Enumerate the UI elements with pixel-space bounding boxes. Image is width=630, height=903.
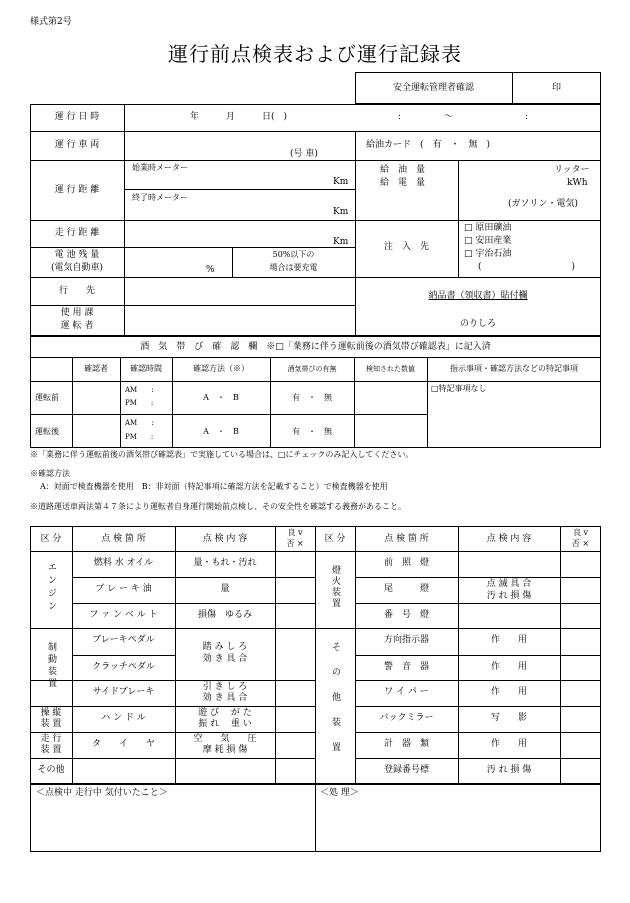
notes-left-label: ＜点検中 走行中 気付いたこと＞ (36, 788, 168, 798)
run-distance-label: 走 行 距 離 (54, 228, 100, 238)
before-pm[interactable]: PM : (125, 399, 154, 407)
col-detected-value: 検知された数値 (366, 365, 415, 373)
engine-item-fluids: 燃料 水 オイル (93, 558, 154, 568)
misc-item-gauges: 計 器 類 (383, 739, 429, 749)
engine-item-brake-fluid: ブ レ ー キ 油 (95, 584, 152, 594)
misc-check-turn-signal: 作 用 (490, 635, 527, 645)
page-title: 運行前点検表および運行記録表 (168, 42, 462, 66)
receipt-label: 納品書（領収書）貼付欄 (428, 291, 528, 301)
method-desc: A：対面で検査機器を使用 B：非対面（特記事項に確認方法を記載すること）で検査機器を使用 (40, 482, 388, 491)
running-label-2: 装 置 (40, 745, 62, 755)
engine-check-brake-fluid: 量 (220, 584, 230, 594)
note-checkbox-instruction: ※「業務に伴う運転前後の酒気帯び確認表」で実施している場合は、□にチェックのみ記入してください。 (30, 450, 414, 459)
header-content-left: 点 検 内 容 (202, 534, 248, 544)
misc-item-plate: 登録番号標 (383, 765, 429, 775)
steering-label: 操 縦 (40, 708, 62, 718)
other-label: その他 (37, 765, 65, 775)
header-good-right: 良 v (572, 528, 589, 537)
tire-check-pressure: 空 気 圧 (193, 734, 257, 744)
engine-label: エンジン (46, 562, 56, 614)
fuel-card[interactable]: 給油カード ( 有 ・ 無 ) (366, 140, 491, 150)
vehicle-number[interactable]: (号 車) (290, 149, 318, 159)
side-brake-check-effect: 効 き 具 合 (202, 693, 248, 703)
side-brake-check-travel: 引 き し ろ (202, 682, 248, 692)
header-good-left: 良 v (287, 528, 303, 537)
brake-system-label: 制動装置 (46, 642, 56, 690)
header-category-left: 区 分 (40, 534, 62, 544)
before-drive-label: 運転前 (35, 393, 59, 402)
distance-label: 運 行 距 離 (54, 185, 100, 195)
vehicle-label: 運 行 車 両 (54, 140, 100, 150)
engine-check-fanbelt: 損傷 ゆるみ (197, 610, 252, 620)
light-item-tail: 尾 燈 (383, 584, 429, 594)
col-remarks: 指示事項・確認方法などの特記事項 (450, 364, 578, 373)
time-tilde: 〜 (444, 112, 454, 122)
manager-confirm-label: 安全運転管理者確認 (392, 83, 474, 93)
user-label: 使 用 課 (60, 308, 94, 318)
light-item-plate: 番 号 燈 (383, 610, 429, 620)
misc-item-turn-signal: 方向指示器 (383, 635, 429, 645)
kwh-unit: kWh (567, 178, 588, 188)
header-content-right: 点 検 内 容 (486, 534, 532, 544)
end-meter-label: 終了時メーター (132, 193, 188, 202)
after-method[interactable]: A ・ B (203, 427, 239, 436)
form-number: 様式第2号 (30, 17, 72, 27)
before-presence[interactable]: 有 ・ 無 (292, 393, 332, 402)
supplier-2[interactable]: □ 安田産業 (464, 236, 512, 246)
misc-check-plate: 汚 れ 損 傷 (486, 765, 532, 775)
brake-item-pedal: ブレーキペダル (92, 635, 155, 645)
misc-check-mirror: 写 影 (490, 713, 527, 723)
brake-check-travel: 踏 み し ろ (202, 642, 248, 652)
before-am[interactable]: AM : (125, 386, 154, 394)
misc-item-horn: 警 音 器 (383, 662, 429, 672)
after-am[interactable]: AM : (125, 419, 154, 427)
time-end-sep[interactable]: : (525, 112, 529, 122)
law-note: ※道路運送車両法第４７条により運転者自身運行開始前点検し、その安全性を確認する義務があること。 (30, 502, 406, 511)
col-checker: 確認者 (84, 364, 108, 373)
margin-label: のりしろ (459, 319, 496, 329)
battery-note-1: 50%以下の (272, 250, 315, 259)
misc-item-wiper: ワ イ パ ー (384, 687, 429, 697)
battery-label-ev: (電気自動車) (50, 263, 104, 273)
running-label: 走 行 (40, 734, 62, 744)
notes-right-label: ＜処 理＞ (320, 788, 359, 798)
lights-label: 燈火装置 (330, 565, 340, 609)
after-drive-label: 運転後 (35, 427, 59, 436)
supplier-other[interactable]: ( ) (478, 262, 576, 272)
header-category-right: 区 分 (324, 534, 346, 544)
after-pm[interactable]: PM : (125, 433, 154, 441)
light-check-dirt: 汚 れ 損 傷 (486, 591, 532, 601)
battery-percent[interactable]: % (206, 265, 215, 275)
header-bad-right: 否 × (571, 539, 590, 548)
light-item-head: 前 照 燈 (383, 558, 429, 568)
battery-label: 電 池 残 量 (54, 250, 100, 260)
action-notes-field[interactable] (320, 802, 596, 848)
inject-label: 注 入 先 (383, 242, 429, 252)
supplier-1[interactable]: □ 原田礦油 (464, 223, 512, 233)
misc-device-label: その他装置 (330, 642, 340, 767)
km-end: Km (333, 207, 349, 217)
before-method[interactable]: A ・ B (203, 393, 239, 402)
date-value[interactable]: 年 月 日( ) (190, 112, 288, 122)
col-check-time: 確認時間 (130, 364, 162, 373)
brake-check-effect: 効 き 具 合 (202, 654, 248, 664)
refuel-label: 給 油 量 (380, 165, 426, 175)
steering-label-2: 装 置 (40, 719, 62, 729)
steering-item: ハ ン ド ル (101, 713, 146, 723)
charge-label: 給 電 量 (380, 178, 426, 188)
header-bad-left: 否 × (286, 539, 304, 548)
alcohol-header: 酒 気 帯 び 確 認 欄 ※□「業務に伴う運転前後の酒気帯び確認表」に記入済 (140, 342, 491, 352)
misc-check-wiper: 作 用 (490, 687, 527, 697)
time-start-sep[interactable]: : (398, 112, 402, 122)
after-presence[interactable]: 有 ・ 無 (292, 427, 332, 436)
date-label: 運 行 日 時 (54, 112, 100, 122)
col-alcohol-presence: 酒気帯びの有無 (287, 365, 337, 373)
battery-note-2: 場合は要充電 (269, 263, 318, 272)
liter-unit: リッター (554, 165, 590, 175)
misc-check-horn: 作 用 (490, 662, 527, 672)
start-meter-label: 始業時メーター (132, 163, 188, 172)
seal-label: 印 (551, 83, 561, 93)
method-title: ※確認方法 (30, 469, 70, 478)
tire-check-wear: 摩 耗 損 傷 (202, 745, 248, 755)
driver-label: 運 転 者 (60, 321, 94, 331)
brake-item-clutch: クラッチペダル (92, 662, 155, 672)
fuel-type[interactable]: (ガソリン・電気) (508, 199, 579, 209)
brake-item-side: サイドブレーキ (92, 687, 155, 697)
km-start: Km (333, 177, 349, 187)
engine-item-fanbelt: フ ァ ン ベ ル ト (89, 610, 158, 620)
header-location-right: 点 検 箇 所 (384, 534, 429, 544)
steering-check-play: 遊 び が た (198, 708, 252, 718)
light-check-blink: 点 滅 具 合 (486, 579, 532, 589)
steering-check-shake: 振 れ 重 い (198, 719, 252, 729)
misc-check-gauges: 作 用 (490, 739, 527, 749)
misc-item-mirror: バックミラー (379, 713, 434, 723)
col-check-method: 確認方法（※） (193, 364, 249, 373)
engine-check-fluids: 量・もれ・汚れ (193, 558, 257, 568)
destination-label: 行 先 (58, 286, 95, 296)
no-remarks-checkbox[interactable]: □特記事項なし (431, 384, 487, 393)
driver-notes-field[interactable] (36, 802, 310, 848)
supplier-3[interactable]: □ 宇治石油 (464, 249, 512, 259)
tire-item: タ イ ヤ (91, 739, 155, 749)
km-run: Km (333, 237, 349, 247)
header-location-left: 点 検 箇 所 (101, 534, 146, 544)
